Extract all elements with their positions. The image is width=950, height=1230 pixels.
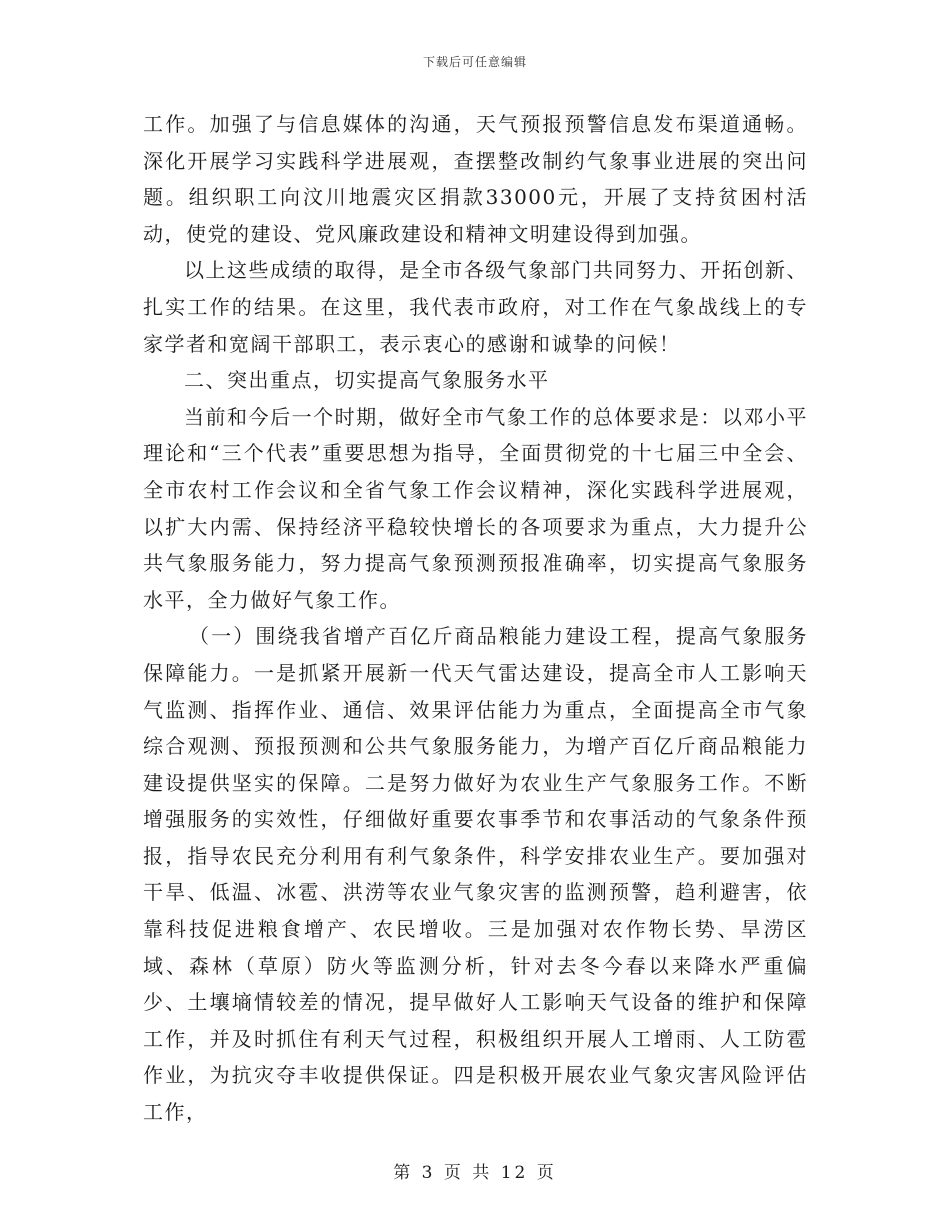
paragraph-general-requirements: 当前和今后一个时期，做好全市气象工作的总体要求是：以邓小平理论和“三个代表”重要思想为指导，全面贯彻党的十七届三中全会、全市农村工作会议和全省气象工作会议精神，深化实践科学进展观，以扩大内需、保持经济平稳较快增长的各项要求为重点，大力提升公共气象服务能力，努力提高气象预测预报准确率，切实提高气象服务水平，全力做好气象工作。 [143,404,808,612]
page-footer: 第 3 页 共 12 页 [393,1163,557,1183]
paragraph-service-capability: （一）围绕我省增产百亿斤商品粮能力建设工程，提高气象服务保障能力。一是抓紧开展新一代天气雷达建设，提高全市人工影响天气监测、指挥作业、通信、效果评估能力为重点，全面提高全市气象综合观测、预报预测和公共气象服务能力，为增产百亿斤商品粮能力建设提供坚实的保障。二是努力做好为农业生产气象服务工作。不断增强服务的实效性，仔细做好重要农事季节和农事活动的气象条件预报，指导农民充分利用有利气象条件，科学安排农业生产。要加强对干旱、低温、冰雹、洪涝等农业气象灾害的监测预警，趋利避害，依靠科技促进粮食增产、农民增收。三是加强对农作物长势、旱涝区域、森林（草原）防火等监测分析，针对去冬今春以来降水严重偏少、土壤墒情较差的情况，提早做好人工影响天气设备的维护和保障工作，并及时抓住有利天气过程，积极组织开展人工增雨、人工防雹作业，为抗灾夺丰收提供保证。四是积极开展农业气象灾害风险评估工作， [143,624,808,1125]
section-heading: 二、突出重点，切实提高气象服务水平 [184,368,550,393]
paragraph-work-summary: 工作。加强了与信息媒体的沟通，天气预报预警信息发布渠道通畅。深化开展学习实践科学进展观，查摆整改制约气象事业进展的突出问题。组织职工向汶川地震灾区捐款33000元，开展了支持贫困村活动，使党的建设、党风廉政建设和精神文明建设得到加强。 [143,112,808,246]
document-body [143,106,808,1131]
paragraph-achievements: 以上这些成绩的取得，是全市各级气象部门共同努力、开拓创新、扎实工作的结果。在这里，我代表市政府，对工作在气象战线上的专家学者和宽阔干部职工，表示衷心的感谢和诚挚的问候！ [143,258,808,356]
page-header: 下载后可任意编辑 [422,55,527,69]
